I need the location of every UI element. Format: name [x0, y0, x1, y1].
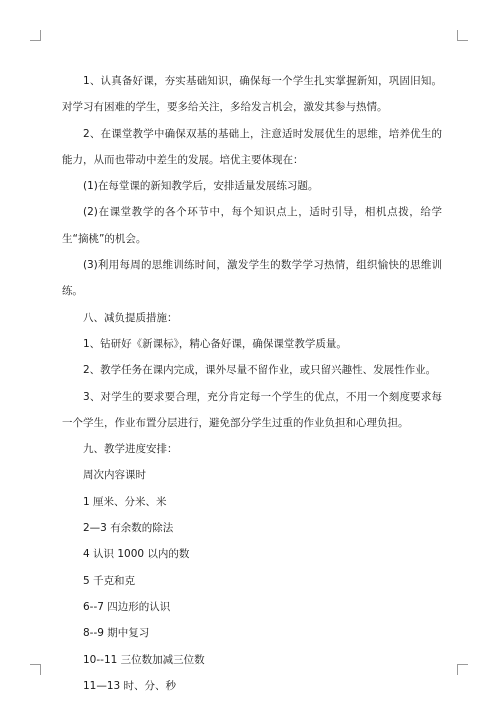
paragraph-point-2: (2)在课堂教学的各个环节中，每个知识点上，适时引导，相机点拨，给学生“摘桃”的机会。 — [62, 206, 442, 245]
schedule-item: 10--11 三位数加减三位数 — [83, 653, 205, 666]
crop-mark-top-left — [30, 30, 41, 41]
paragraph-burden-2: 2、教学任务在课内完成，课外尽量不留作业，或只留兴趣性、发展性作业。 — [83, 364, 437, 377]
schedule-item: 8--9 期中复习 — [83, 627, 150, 640]
paragraph-point-3: (3)利用每周的思维训练时间，激发学生的数学学习热情，组织愉快的思维训练。 — [62, 259, 442, 298]
crop-mark-top-right — [457, 30, 468, 41]
paragraph-burden-1: 1、钻研好《新课标》，精心备好课，确保课堂教学质量。 — [83, 337, 347, 350]
paragraph-preparation: 1、认真备好课，夯实基础知识，确保每一个学生扎实掌握新知，巩固旧知。对学习有困难的学生，要多给关注，多给发言机会，激发其参与热情。 — [62, 75, 442, 114]
schedule-header: 周次内容课时 — [83, 469, 146, 482]
crop-mark-bottom-right — [457, 664, 468, 675]
paragraph-double-basics: 2、在课堂教学中确保双基的基础上，注意适时发展优生的思维，培养优生的能力，从而也带动中差生的发展。培优主要体现在： — [62, 127, 442, 166]
section-heading-burden: 八、减负提质措施： — [83, 311, 178, 324]
section-heading-schedule: 九、教学进度安排： — [83, 443, 178, 456]
paragraph-burden-3: 3、对学生的要求要合理，充分肯定每一个学生的优点，不用一个刻度要求每一个学生，作业布置分层进行，避免部分学生过重的作业负担和心理负担。 — [62, 390, 442, 429]
paragraph-point-1: (1)在每堂课的新知教学后，安排适量发展练习题。 — [83, 180, 319, 193]
schedule-item: 1 厘米、分米、米 — [83, 495, 167, 508]
schedule-item: 4 认识 1000 以内的数 — [83, 548, 190, 561]
schedule-item: 11—13 时、分、秒 — [83, 679, 177, 692]
schedule-item: 2—3 有余数的除法 — [83, 522, 174, 535]
schedule-item: 5 千克和克 — [83, 574, 136, 587]
document-body — [62, 68, 442, 699]
crop-mark-bottom-left — [30, 664, 41, 675]
schedule-item: 6--7 四边形的认识 — [83, 600, 171, 613]
